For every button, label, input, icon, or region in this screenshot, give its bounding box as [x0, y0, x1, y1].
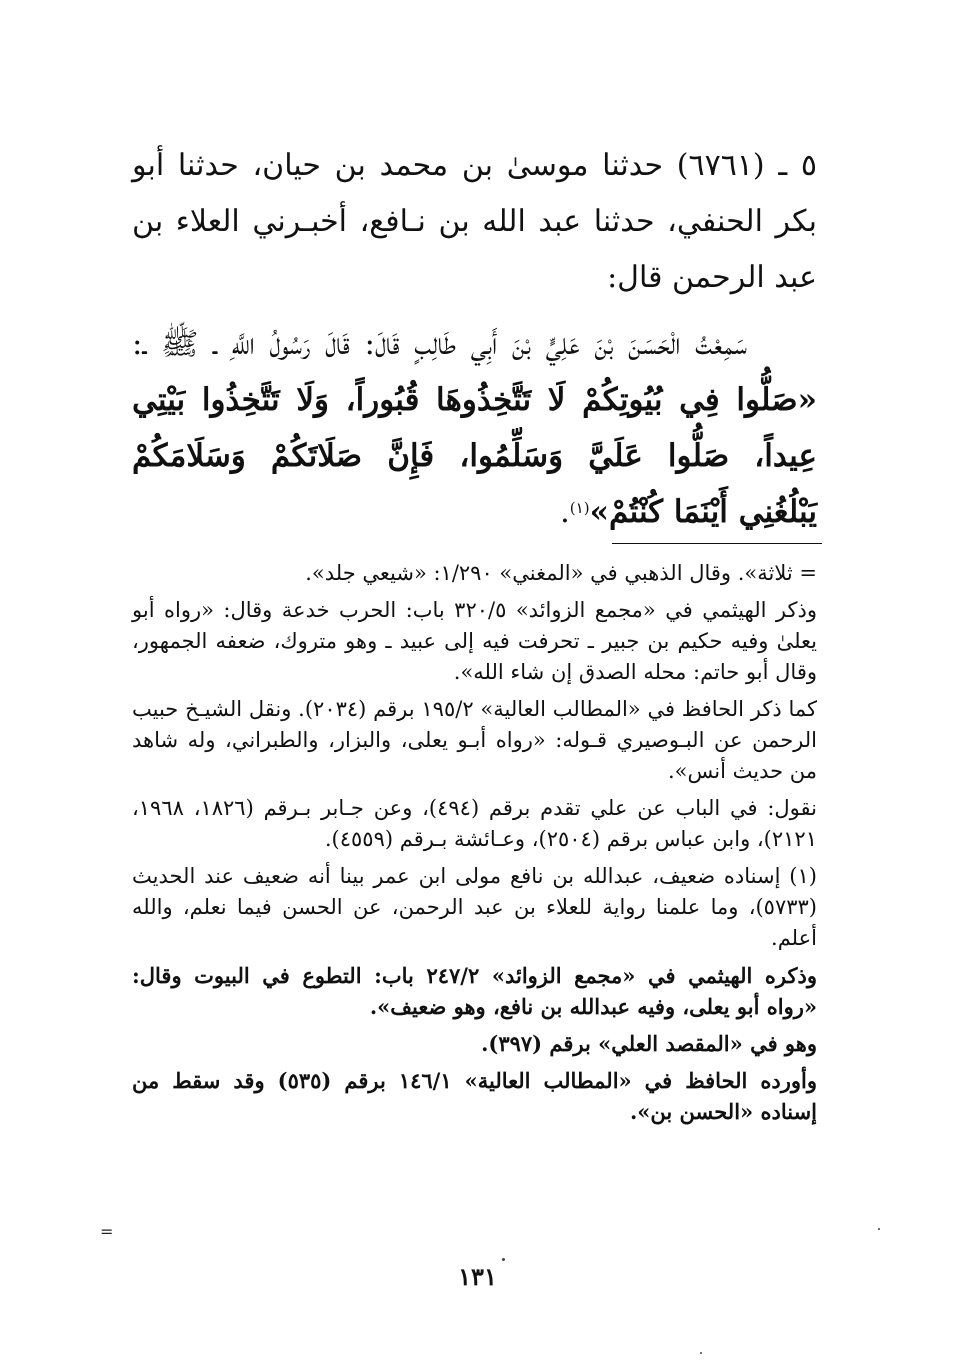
footnote-paragraph: وذكره الهيثمي في «مجمع الزوائد» ٢٤٧/٢ باب: التطوع في البيوت وقال: «رواه أبو يعلى، وفيه عبدالله بن نافع، وهو ضعيف».	[132, 963, 817, 1019]
hadith-lead: سَمِعْتُ الْحَسَنَ بْنَ عَلِيٍّ بْنَ أَبِي طَالِبٍ قَالَ: قَالَ رَسُولُ اللَّهِ ـ ﷺ ـ:	[132, 326, 747, 362]
footnote-separator	[612, 543, 822, 544]
footnote-paragraph: وذكر الهيثمي في «مجمع الزوائد» ٣٢٠/٥ باب: الحرب خدعة وقال: «رواه أبو يعلىٰ وفيه حكيم بن جبير ـ تحرفت فيه إلى عبيد ـ وهو متروك، ضعفه الجمهور، وقال أبو حاتم: محله الصدق إن شاء الله».	[132, 598, 817, 684]
footnote-paragraph: وأورده الحافظ في «المطالب العالية» ١٤٦/١ برقم (٥٣٥) وقد سقط من إسناده «الحسن بن».	[132, 1068, 817, 1124]
footnote-reference: (١)	[569, 499, 590, 517]
footnote-paragraph: نقول: في الباب عن علي تقدم برقم (٤٩٤)، وعن جـابر بـرقم (١٨٢٦، ١٩٦٨، ٢١٢١)، وابن عباس برقم (٢٥٠٤)، وعـائشة بـرقم (٤٥٥٩).	[132, 796, 817, 851]
footnotes	[132, 558, 817, 1133]
hadith-body: «صَلُّوا فِي بُيُوتِكُمْ لَا تَتَّخِذُوهَا قُبُوراً، وَلَا تَتَّخِذُوا بَيْتِي عِيداً، صَلُّوا عَلَيَّ وَسَلِّمُوا، فَإِنَّ صَلَاتَكُمْ وَسَلَامَكُمْ يَبْلُغُنِي أَيْنَمَا كُنْتُمْ»	[132, 382, 817, 530]
page-number: ١٣١	[458, 1262, 497, 1291]
scan-speck	[878, 1228, 880, 1230]
footnote-paragraph: كما ذكر الحافظ في «المطالب العالية» ١٩٥/٢ برقم (٢٠٣٤). ونقل الشيـخ حبيب الرحمن عن البـوصيري قـوله: «رواه أبـو يعلى، والبزار، والطبراني، وله شاهد من حديث أنس».	[132, 697, 817, 783]
footnote-paragraph: = ثلاثة». وقال الذهبي في «المغني» ١/٢٩٠: «شيعي جلد».	[305, 561, 817, 585]
end-mark: .	[559, 494, 570, 530]
main-text	[132, 138, 817, 540]
footnote-paragraph: (١) إسناده ضعيف، عبدالله بن نافع مولى ابن عمر بينا أنه ضعيف عند الحديث (٥٧٣٣)، وما علمنا رواية للعلاء بن عبد الرحمن، عن الحسن فيما نعلم، والله أعلم.	[132, 864, 817, 950]
scan-speck	[502, 1258, 505, 1261]
isnad-text: ٥ ـ (٦٧٦١) حدثنا موسىٰ بن محمد بن حيان، حدثنا أبو بكر الحنفي، حدثنا عبد الله بن نـافع، أخبـرني العلاء بن عبد الرحمن قال:	[132, 148, 817, 295]
margin-continuation-mark: =	[100, 1222, 114, 1241]
footnote-paragraph: وهو في «المقصد العلي» برقم (٣٩٧).	[481, 1031, 817, 1056]
scan-speck	[700, 1352, 702, 1354]
hadith-matn	[132, 316, 817, 540]
hadith-isnad	[132, 138, 817, 306]
